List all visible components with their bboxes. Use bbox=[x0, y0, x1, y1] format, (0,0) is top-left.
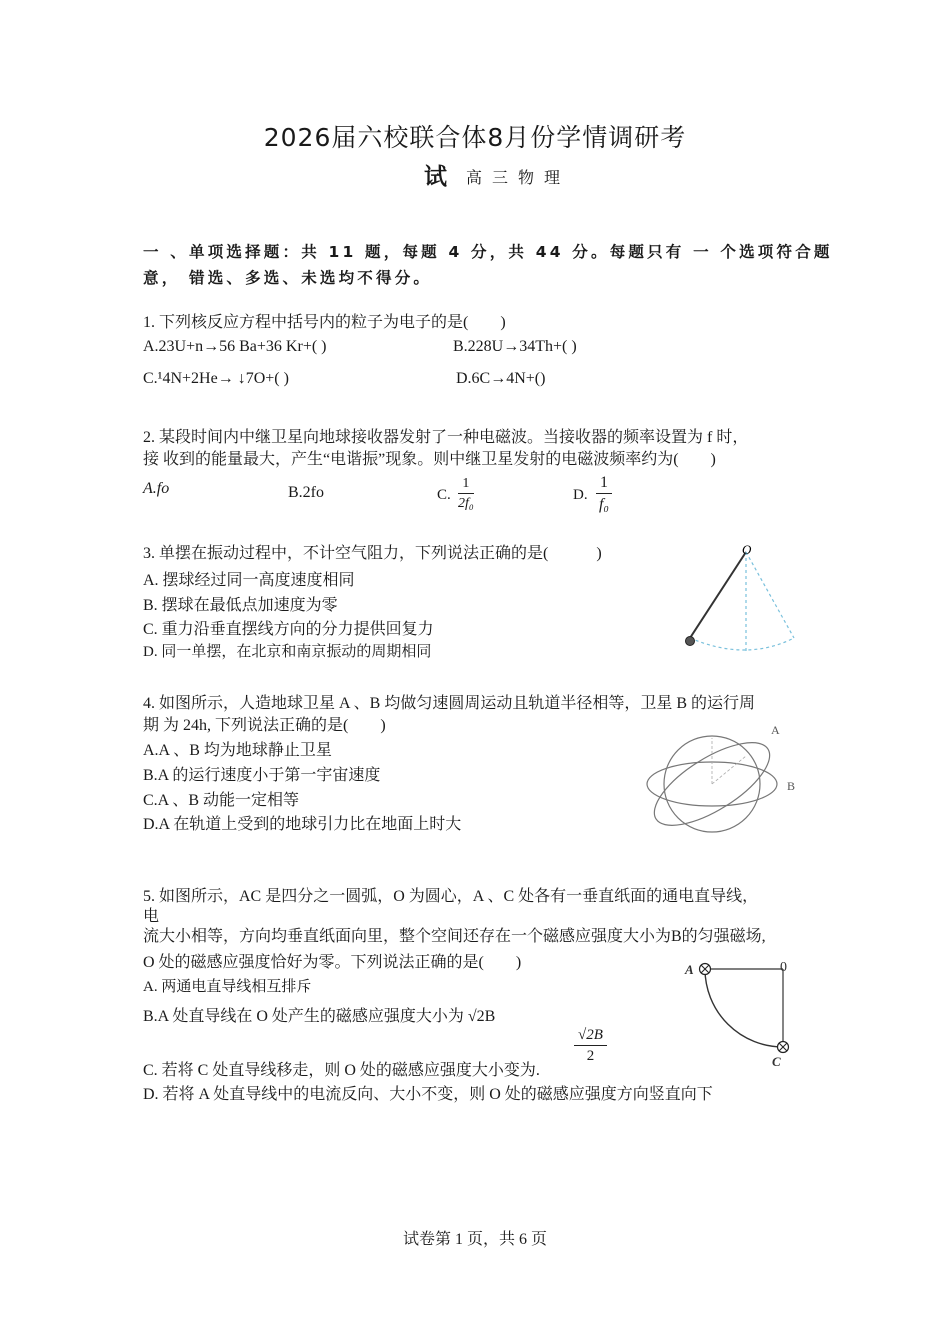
q2-option-d-label: D. bbox=[573, 487, 588, 503]
q3-stem: 3. 单摆在振动过程中，不计空气阻力，下列说法正确的是( ) bbox=[143, 545, 602, 562]
q1-stem: 1. 下列核反应方程中括号内的粒子为电子的是( ) bbox=[143, 314, 506, 331]
satellite-orbits-figure bbox=[640, 718, 800, 836]
q2-stem-line1: 2. 某段时间内中继卫星向地球接收器发射了一种电磁波。当接收器的频率设置为 f 时， bbox=[143, 429, 749, 446]
satellite-label-a: A bbox=[771, 723, 780, 737]
q2-option-a: A.fo bbox=[143, 480, 170, 497]
q5-stem-line3: O 处的磁感应强度恰好为零。下列说法正确的是( ) bbox=[143, 954, 522, 971]
q2-option-d-numerator: 1 bbox=[600, 474, 608, 491]
q5-option-a: A. 两通电直导线相互排斥 bbox=[143, 979, 312, 995]
q2-option-d-denominator: f₀ bbox=[598, 496, 609, 513]
q4-stem-line1: 4. 如图所示，人造地球卫星 A 、B 均做匀速圆周运动且轨道半径相等，卫星 B 的运行周 bbox=[143, 695, 756, 712]
arc-label-c: C bbox=[772, 1054, 781, 1069]
q3-option-a: A. 摆球经过同一高度速度相同 bbox=[143, 572, 355, 589]
section-heading-line2: 意， 错选、多选、未选均不得分。 bbox=[143, 269, 433, 287]
exam-title: 2026届六校联合体8月份学情调研考 bbox=[263, 123, 687, 152]
q5-option-b: B.A 处直导线在 O 处产生的磁感应强度大小为 √2B bbox=[143, 1008, 496, 1025]
q3-option-d: D. 同一单摆，在北京和南京振动的周期相同 bbox=[143, 644, 432, 660]
q3-option-c: C. 重力沿垂直摆线方向的分力提供回复力 bbox=[143, 621, 434, 638]
q1-option-d: D.6C→4N+() bbox=[456, 370, 546, 387]
wire-a-into-page-icon bbox=[700, 964, 711, 975]
pendulum-figure bbox=[670, 540, 800, 660]
q2-option-d-fraction bbox=[596, 474, 612, 514]
q4-option-b: B.A 的运行速度小于第一宇宙速度 bbox=[143, 767, 381, 784]
arc-conductors-figure bbox=[680, 952, 798, 1070]
q2-option-b: B.2fo bbox=[288, 484, 324, 501]
q2-option-c-label: C. bbox=[437, 487, 451, 503]
arc-label-a: A bbox=[685, 962, 694, 977]
exam-subtitle-subject: 高三物理 bbox=[466, 168, 571, 187]
page-footer: 试卷第 1 页，共 6 页 bbox=[402, 1231, 547, 1248]
q4-option-d: D.A 在轨道上受到的地球引力比在地面上时大 bbox=[143, 816, 462, 833]
pendulum-label-o: O bbox=[742, 542, 752, 557]
q5-option-d: D. 若将 A 处直导线中的电流反向、大小不变，则 O 处的磁感应强度方向竖直向下 bbox=[143, 1086, 713, 1103]
q5-option-c-denominator: 2 bbox=[586, 1048, 595, 1064]
q4-option-c: C.A 、B 动能一定相等 bbox=[143, 792, 300, 809]
q2-stem-line2: 接 收到的能量最大，产生“电谐振”现象。则中继卫星发射的电磁波频率约为( ) bbox=[143, 451, 716, 468]
q1-option-a: A.23U+n→56 Ba+36 Kr+( ) bbox=[143, 338, 327, 355]
q5-stem-line1: 5. 如图所示，AC 是四分之一圆弧，O 为圆心，A 、C 处各有一垂直纸面的通电直导线， bbox=[143, 888, 759, 905]
q5-stem-line2: 流大小相等，方向均垂直纸面向里，整个空间还存在一个磁感应强度大小为B的匀强磁场, bbox=[143, 928, 766, 945]
q2-option-c-fraction bbox=[458, 476, 474, 512]
q2-option-c-denominator: 2f₀ bbox=[458, 496, 474, 511]
q1-option-c: C.¹4N+2He→ ↓7O+( ) bbox=[143, 370, 289, 387]
q5-option-c-fraction bbox=[574, 1027, 607, 1065]
q4-option-a: A.A 、B 均为地球静止卫星 bbox=[143, 742, 332, 759]
q2-option-c-numerator: 1 bbox=[462, 476, 470, 491]
wire-c-into-page-icon bbox=[778, 1042, 789, 1053]
exam-subtitle-main: 试 bbox=[424, 164, 447, 190]
q3-option-b: B. 摆球在最低点加速度为零 bbox=[143, 597, 338, 614]
q4-stem-line2: 期 为 24h, 下列说法正确的是( ) bbox=[143, 717, 386, 734]
section-heading-line1: 一 、单项选择题：共 11 题，每题 4 分，共 44 分。每题只有 一 个选项符合题 bbox=[143, 243, 833, 261]
q5-option-c: C. 若将 C 处直导线移走，则 O 处的磁感应强度大小变为. bbox=[143, 1062, 540, 1079]
q5-stem-line1b: 电 bbox=[143, 908, 160, 925]
q5-option-c-numerator: √2B bbox=[578, 1027, 603, 1043]
arc-label-o: 0 bbox=[780, 960, 787, 975]
satellite-label-b: B bbox=[787, 779, 796, 793]
q1-option-b: B.228U→34Th+( ) bbox=[453, 338, 577, 355]
